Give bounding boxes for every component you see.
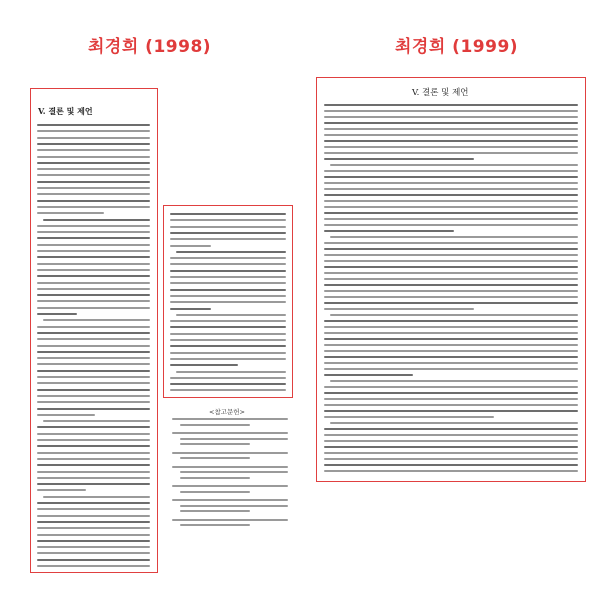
text-line: [37, 326, 150, 328]
text-line: [37, 332, 150, 334]
text-line: [37, 433, 150, 435]
text-line: [170, 352, 286, 354]
text-line: [330, 422, 578, 424]
text-line: [37, 546, 150, 548]
text-line: [37, 464, 150, 466]
text-line: [37, 313, 77, 315]
text-line: [324, 230, 454, 232]
text-line: [37, 124, 150, 126]
text-line: [37, 162, 150, 164]
text-line: [180, 524, 250, 526]
text-line: [324, 440, 578, 442]
text-line: [170, 364, 238, 366]
text-line: [172, 452, 288, 454]
text-line: [37, 130, 150, 132]
text-line: [324, 386, 578, 388]
text-line: [324, 464, 578, 466]
text-line: [330, 380, 578, 382]
text-line: [170, 320, 286, 322]
text-line: [37, 269, 150, 271]
text-line: [324, 218, 578, 220]
text-line: [37, 471, 150, 473]
text-line: [37, 200, 150, 202]
text-line: [324, 458, 578, 460]
text-line: [176, 314, 286, 316]
text-line: [37, 515, 150, 517]
text-line: [180, 443, 250, 445]
text-line: [37, 534, 150, 536]
text-line: [37, 149, 150, 151]
text-line: [324, 152, 578, 154]
text-line: [172, 519, 288, 521]
text-line: [324, 242, 578, 244]
text-line: [37, 445, 150, 447]
text-line: [170, 308, 211, 310]
text-line: [324, 290, 578, 292]
text-line: [37, 408, 150, 410]
text-line: [176, 251, 286, 253]
text-line: [172, 485, 288, 487]
text-line: [324, 188, 578, 190]
text-line: [37, 206, 150, 208]
text-line: [324, 350, 578, 352]
text-line: [37, 212, 104, 214]
text-line: [170, 226, 286, 228]
text-line: [324, 134, 578, 136]
text-line: [324, 368, 578, 370]
text-line: [324, 254, 578, 256]
text-line: [37, 559, 150, 561]
text-line: [324, 206, 578, 208]
text-line: [43, 319, 150, 321]
text-line: [37, 244, 150, 246]
left-document-column-1: [30, 88, 158, 573]
text-line: [324, 332, 578, 334]
text-line: [180, 457, 250, 459]
text-line: [170, 377, 286, 379]
text-line: [330, 164, 578, 166]
text-line: [324, 404, 578, 406]
text-line: [324, 344, 578, 346]
text-line: [170, 301, 286, 303]
references-title: <참고문헌>: [209, 408, 246, 416]
text-line: [324, 452, 578, 454]
text-line: [37, 351, 150, 353]
text-line: [324, 296, 578, 298]
text-line: [43, 219, 150, 221]
text-line: [37, 521, 150, 523]
text-line: [324, 362, 578, 364]
text-line: [37, 156, 150, 158]
text-line: [172, 499, 288, 501]
text-line: [170, 333, 286, 335]
text-line: [330, 236, 578, 238]
text-line: [170, 213, 286, 215]
text-line: [170, 282, 286, 284]
text-line: [324, 410, 578, 412]
text-line: [324, 266, 578, 268]
text-line: [37, 282, 150, 284]
text-line: [37, 376, 150, 378]
text-line: [324, 416, 494, 418]
text-line: [324, 470, 578, 472]
text-line: [324, 392, 578, 394]
text-line: [172, 466, 288, 468]
text-line: [37, 395, 150, 397]
text-line: [37, 225, 150, 227]
text-line: [324, 326, 578, 328]
text-line: [37, 263, 150, 265]
text-line: [170, 289, 286, 291]
text-line: [37, 181, 150, 183]
text-line: [324, 338, 578, 340]
text-line: [37, 540, 150, 542]
text-line: [324, 374, 413, 376]
text-line: [324, 398, 578, 400]
heading-right-citation: 최경희 (1999): [395, 37, 519, 57]
text-line: [37, 357, 150, 359]
text-line: [180, 505, 288, 507]
text-line: [170, 245, 211, 247]
text-line: [170, 257, 286, 259]
text-line: [37, 338, 150, 340]
text-line: [170, 339, 286, 341]
text-line: [324, 122, 578, 124]
text-line: [172, 432, 288, 434]
text-line: [324, 302, 578, 304]
text-line: [37, 452, 150, 454]
text-line: [37, 294, 150, 296]
text-line: [37, 193, 150, 195]
heading-left-citation: 최경희 (1998): [88, 37, 212, 57]
text-line: [180, 471, 288, 473]
text-line: [172, 418, 288, 420]
text-line: [170, 238, 286, 240]
text-line: [37, 288, 150, 290]
text-line: [324, 176, 578, 178]
text-line: [180, 491, 250, 493]
text-line: [324, 182, 578, 184]
text-line: [170, 383, 286, 385]
text-line: [324, 278, 578, 280]
text-line: [324, 212, 578, 214]
text-line: [43, 420, 150, 422]
text-line: [37, 382, 150, 384]
text-line: [37, 137, 150, 139]
text-line: [324, 434, 578, 436]
text-line: [37, 256, 150, 258]
text-line: [324, 200, 578, 202]
text-line: [324, 428, 578, 430]
text-line: [37, 275, 150, 277]
text-line: [37, 345, 150, 347]
text-line: [37, 483, 150, 485]
text-line: [330, 314, 578, 316]
text-line: [37, 250, 150, 252]
text-line: [324, 356, 578, 358]
text-line: [324, 110, 578, 112]
right-section-title: V. 결론 및 제언: [412, 88, 469, 98]
text-line: [170, 270, 286, 272]
text-line: [324, 260, 578, 262]
text-line: [176, 371, 286, 373]
text-line: [43, 496, 150, 498]
text-line: [37, 307, 150, 309]
text-line: [37, 143, 150, 145]
text-line: [324, 146, 578, 148]
text-line: [180, 510, 250, 512]
text-line: [37, 389, 150, 391]
text-line: [37, 439, 150, 441]
text-line: [170, 345, 286, 347]
text-line: [37, 502, 150, 504]
text-line: [37, 231, 150, 233]
text-line: [37, 508, 150, 510]
text-line: [37, 458, 150, 460]
text-line: [324, 194, 578, 196]
text-line: [180, 424, 250, 426]
text-line: [170, 219, 286, 221]
text-line: [324, 224, 578, 226]
text-line: [37, 370, 150, 372]
text-line: [37, 565, 150, 567]
text-line: [324, 170, 578, 172]
text-line: [170, 276, 286, 278]
text-line: [324, 128, 578, 130]
text-line: [324, 446, 578, 448]
text-line: [324, 308, 474, 310]
text-line: [324, 272, 578, 274]
text-line: [324, 284, 578, 286]
text-line: [37, 527, 150, 529]
text-line: [324, 104, 578, 106]
text-line: [37, 187, 150, 189]
text-line: [170, 232, 286, 234]
text-line: [324, 116, 578, 118]
text-line: [324, 320, 578, 322]
text-line: [180, 438, 288, 440]
text-line: [37, 477, 150, 479]
left-section-title: V. 결론 및 제언: [38, 106, 93, 116]
text-line: [170, 295, 286, 297]
text-line: [37, 401, 150, 403]
text-line: [37, 168, 150, 170]
text-line: [180, 477, 250, 479]
text-line: [37, 414, 95, 416]
text-line: [324, 140, 578, 142]
text-line: [324, 248, 578, 250]
text-line: [170, 358, 286, 360]
text-line: [324, 158, 474, 160]
